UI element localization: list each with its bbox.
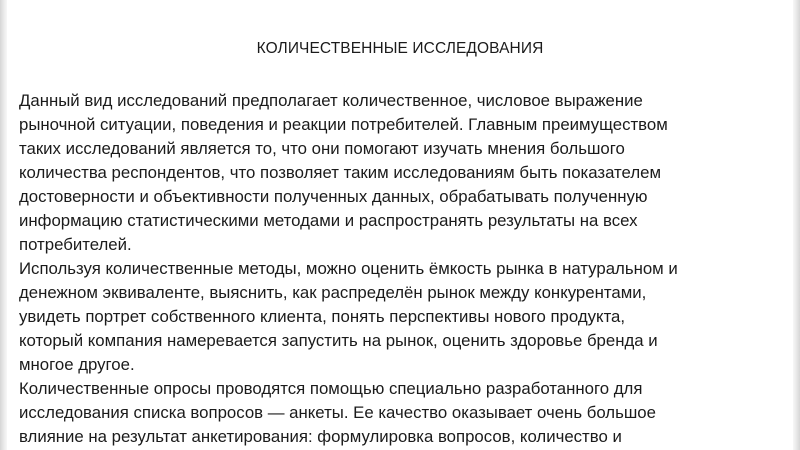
body-line: увидеть портрет собственного клиента, понять перспективы нового продукта, <box>19 307 626 326</box>
slide-title: КОЛИЧЕСТВЕННЫЕ ИССЛЕДОВАНИЯ <box>256 40 544 57</box>
body-line: влияние на результат анкетирования: формулировка вопросов, количество и <box>19 427 622 446</box>
slide-frame-right-edge <box>793 0 800 450</box>
body-line: Количественные опросы проводятся помощью специально разработанного для <box>19 379 643 398</box>
slide-body-text <box>19 89 794 449</box>
body-line: потребителей. <box>19 235 132 254</box>
body-line: который компания намеревается запустить на рынок, оценить здоровье бренда и <box>19 331 658 350</box>
body-line: Используя количественные методы, можно оценить ёмкость рынка в натуральном и <box>19 259 678 278</box>
body-line: достоверности и объективности полученных данных, обрабатывать полученную <box>19 187 648 206</box>
body-line: многое другое. <box>19 355 135 374</box>
body-line: Данный вид исследований предполагает количественное, числовое выражение <box>19 91 643 110</box>
slide-frame-left-edge <box>0 0 7 450</box>
body-line: количества респондентов, что позволяет таким исследованиям быть показателем <box>19 163 661 182</box>
body-line: информацию статистическими методами и распространять результаты на всех <box>19 211 638 230</box>
body-line: денежном эквиваленте, выяснить, как распределён рынок между конкурентами, <box>19 283 647 302</box>
body-line: рыночной ситуации, поведения и реакции потребителей. Главным преимуществом <box>19 115 668 134</box>
body-line: таких исследований является то, что они помогают изучать мнения большого <box>19 139 625 158</box>
body-line: исследования списка вопросов — анкеты. Ее качество оказывает очень большое <box>19 403 656 422</box>
